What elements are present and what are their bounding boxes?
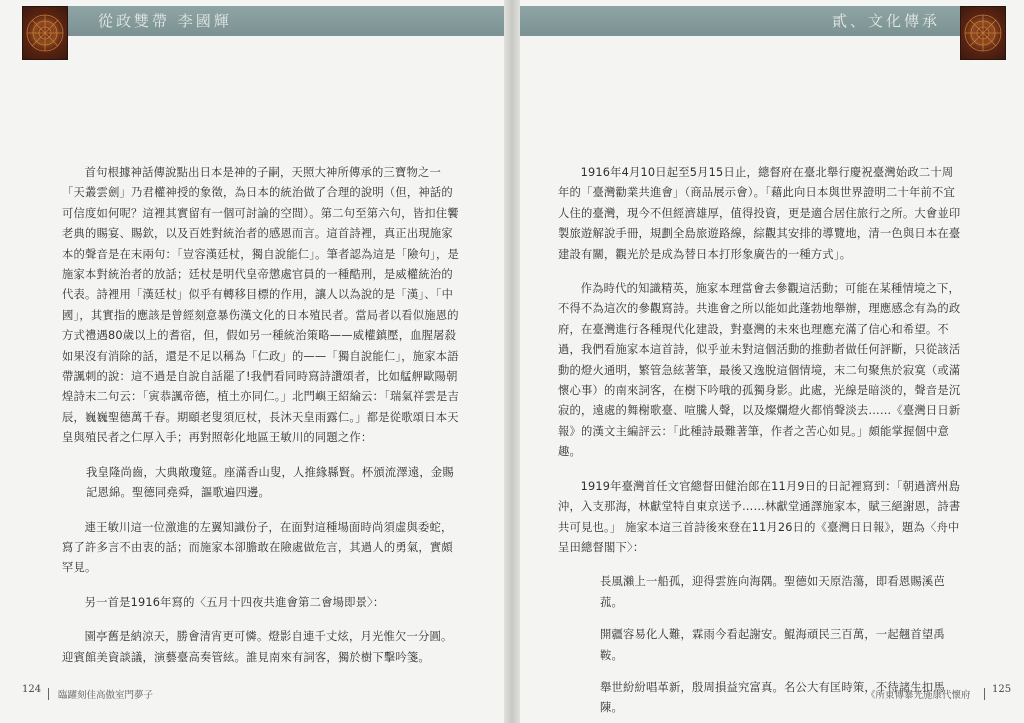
left-poem-1: 我皇隆尚齒，大典敞瓊筵。座滿香山叟，人推緣縣賢。杯頒流澤遠，金賜記恩綿。聖德同堯舜，謳歌遍四邊。 (86, 465, 454, 500)
right-page-number: 125 (992, 684, 1012, 695)
right-footer-tag: 《所東傳暴光施康代懷府 (866, 690, 971, 701)
left-page-number: 124 (22, 684, 42, 695)
left-paragraph-2: 連王敏川這一位激進的左翼知識份子，在面對這種場面時尚須虛與委蛇，寫了許多言不由衷的話；而施家本卻膽敢在險處做危言，其過人的勇氣，實頗罕見。 (62, 520, 453, 575)
left-poem-2: 園亭舊是納涼天，勝會清宵更可憐。燈影自連千丈炫，月光惟欠一分圓。迎賓館美資談議，演藝臺高奏管絃。誰見南來有詞客，獨於樹下擊吟箋。 (62, 630, 453, 664)
right-poem-line-3: 舉世紛紛唱革新，殷周損益究富真。名公大有匡時策，不待諸生扣馬陳。 (600, 680, 945, 715)
right-paragraph-2: 作為時代的知識精英，施家本理當會去參觀這活動；可能在某種情境之下，不得不為這次的參觀寫詩。共進會之所以能如此蓬勃地舉辦，理應感念有為的政府，在臺灣進行各種現代化建設，對臺灣的未來也理應充滿了信心和希望。不過，我們看施家本這首詩，似乎並未對這個活動的推動者做任何評斷，只從該活動的燈火通明，繁管急絃著筆，最後又逸脫這個情境，末二句聚焦於寂寞（或滿懷心事）的南來詞客，在樹下吟哦的孤獨身影。此處，光線是暗淡的，聲音是沉寂的，遠處的舞榭歌臺、喧騰人聲，以及燦爛燈火都悄聲淡去……《臺灣日日新報》的漢文主編評云：「此種詩最難著筆，作者之苦心如見。」頗能掌握個中意趣。 (558, 282, 961, 459)
right-poem-line-2: 開疆容易化人難，霖雨今看起謝安。鯤海頑民三百萬，一起翹首望禹鞍。 (600, 628, 945, 662)
book-gutter (504, 0, 520, 723)
right-paragraph-3: 1919年臺灣首任文官總督田健治郎在11月9日的日記裡寫到：「朝過濟州島沖，入支那海，林獻堂特自東京送予……林獻堂通譯施家本，賦三絕謝恩，詩書共可見也。」 施家本這三首詩後來登在11月26日的《臺灣日日報》，題為〈舟中呈田總督閣下〉： (558, 479, 961, 554)
left-footer-rule (48, 688, 49, 700)
right-paragraph-1: 1916年4月10日起至5月15日止，總督府在臺北舉行慶祝臺灣始政二十周年的「臺灣勸業共進會」（商品展示會）。「藉此向日本與世界證明二十年前不宜人住的臺灣，現今不但經濟雄厚，值得投資，更是適合居住旅行之所。大會並印製旅遊解說手冊，規劃全島旅遊路線，綜觀其安排的導覽地，清一色與日本在臺建設有關，觀光於是成為替日本打形象廣告的一種方式」。 (558, 166, 961, 261)
left-paragraph-3: 另一首是1916年寫的〈五月十四夜共進會第二會場即景〉： (84, 595, 385, 609)
left-body-text (62, 163, 462, 668)
left-footer-tag: 臨躍刻佳高傲室門夢子 (58, 690, 154, 701)
right-body-text (558, 163, 964, 719)
right-poem-line-1: 長風瀨上一船孤，迎得雲旌向海隅。聖德如天原浩蕩，即看恩賜溪芭菰。 (600, 575, 945, 609)
right-ceiling-emblem-icon (960, 6, 1006, 60)
right-footer-rule (984, 688, 985, 700)
left-header-band (22, 6, 504, 36)
right-header-band (520, 6, 1004, 36)
left-paragraph-1: 首句根據神話傳說點出日本是神的子嗣，天照大神所傳承的三寶物之一「天叢雲劍」乃君權神授的象徵，為日本的統治做了合理的說明（但，神話的可信度如何呢？這裡其實留有一個可討論的空間）。第二句至第六句，皆扣住饗老典的賜宴、賜欽，以及百姓對統治者的感恩而言。這首詩裡，真正出現施家本的聲音是在末兩句：「豈容漢廷杖，獨自說能仁」。筆者認為這是「險句」，是施家本對統治者的放話；廷杖是明代皇帝懲處官員的一種酷刑，是威權統治的代表。詩裡用「漢廷杖」似乎有轉移目標的作用，讓人以為說的是「漢」、「中國」，其實指的應該是曾經刻意暴伤漢文化的日本殖民者。當局者以看似施恩的方式禮遇80歲以上的耆宿，但，假如另一種統治策略——威權鎮壓，血腥屠殺如果沒有消除的話，還是不足以稱為「仁政」的——「獨自說能仁」，施家本語帶諷刺的說：這不過是自說自話罷了!我們看同時寫詩讚頌者，比如艋舺歐陽朝煌詩末二句云：「寅恭諷帝德，植土亦同仁。」北門嶼王紹綸云：「瑞氣祥雲是吉辰，巍巍聖德萬千春。期頤老叟須厄杖，長沐天皇雨露仁。」都是從歌頌日本天皇與殖民者之仁厚入手；再對照彰化地區王敏川的同題之作： (62, 166, 459, 445)
left-running-title: 從政雙帶 李國輝 (98, 12, 232, 30)
right-running-title: 貳、文化傳承 (831, 12, 940, 30)
left-ceiling-emblem-icon (22, 6, 68, 60)
